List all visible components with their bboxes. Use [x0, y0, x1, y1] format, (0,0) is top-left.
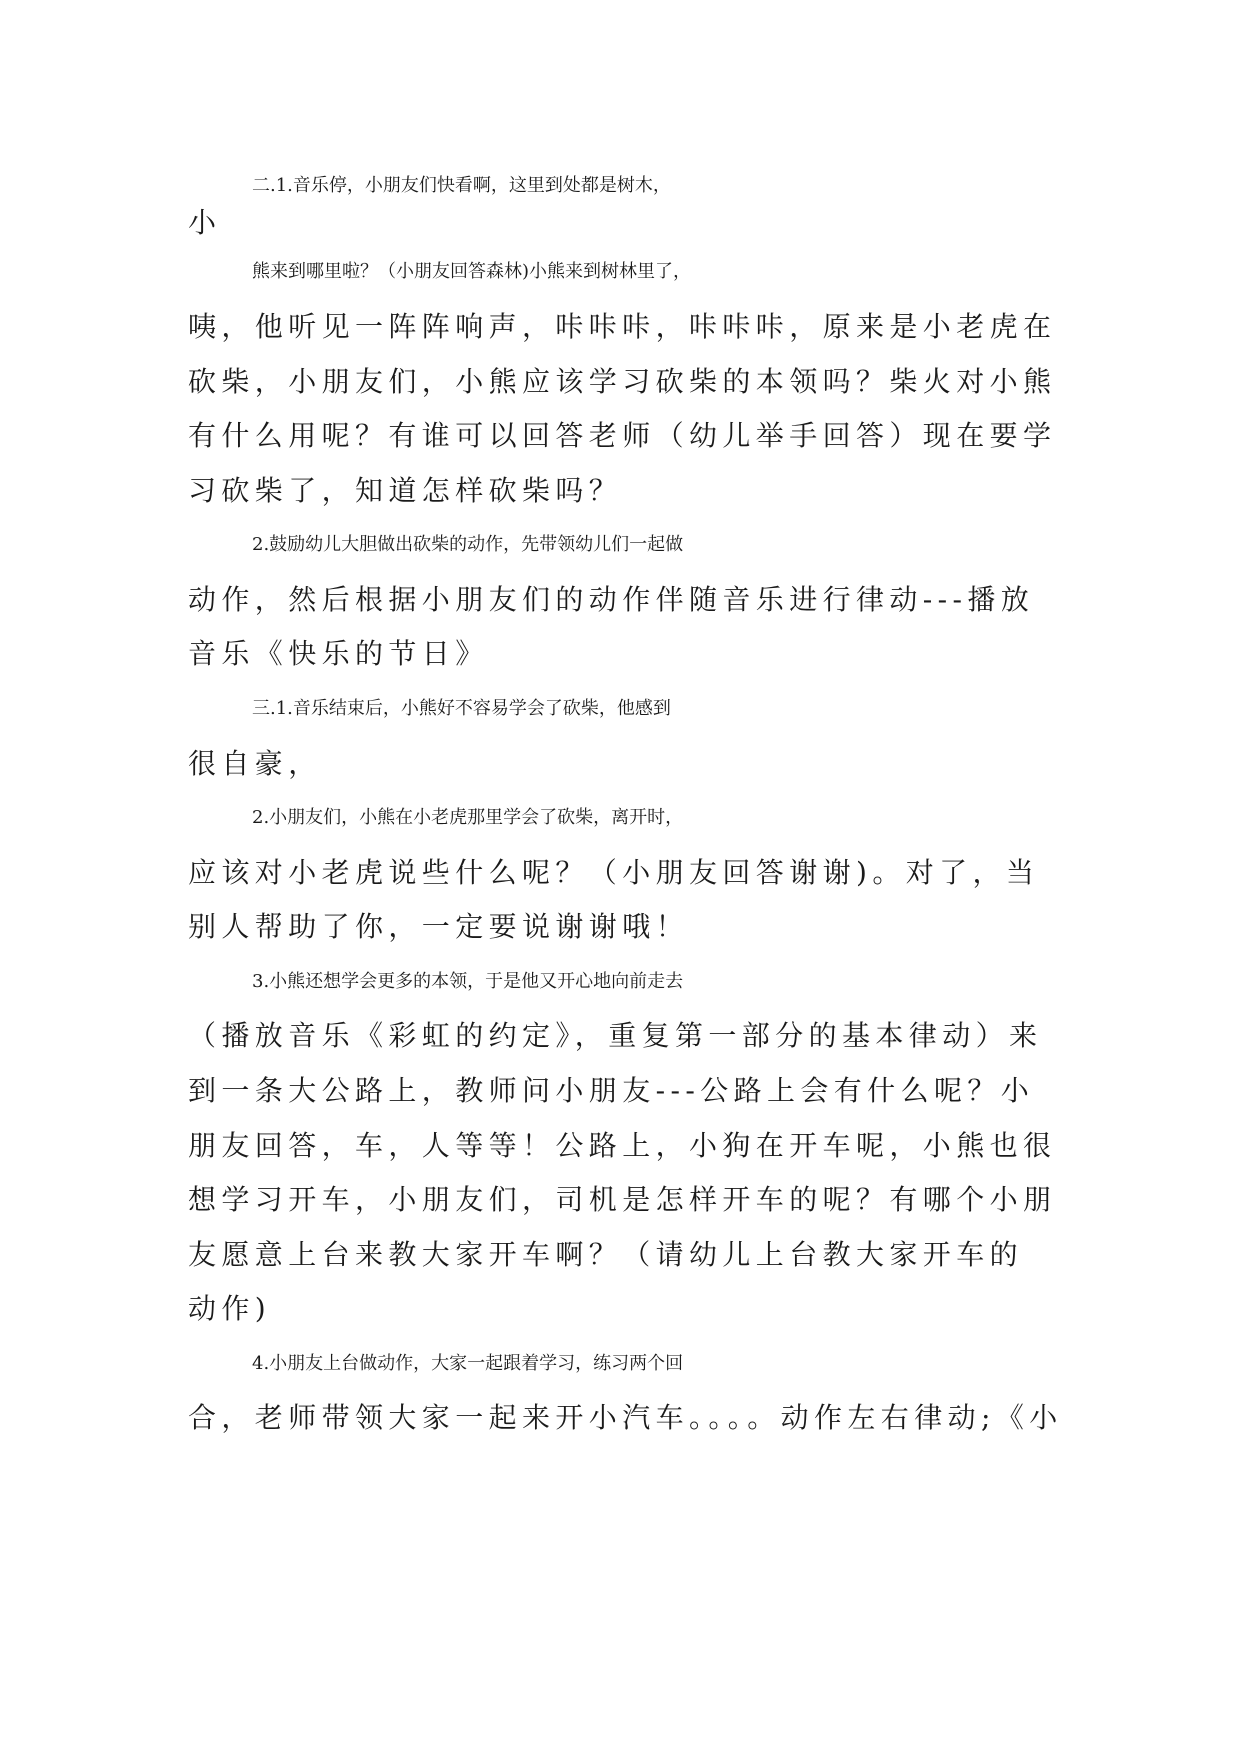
- text-line: 小: [188, 206, 222, 239]
- text-line: 动作): [188, 1292, 272, 1325]
- text-line: 3.小熊还想学会更多的本领，于是他又开心地向前走去: [252, 971, 684, 992]
- text-line: 合，老师带领大家一起来开小汽车。。。。动作左右律动;《小: [188, 1401, 1063, 1434]
- text-line: 应该对小老虎说些什么呢？（小朋友回答谢谢)。对了，当: [188, 856, 1040, 889]
- text-line: 4.小朋友上台做动作，大家一起跟着学习，练习两个回: [252, 1353, 684, 1374]
- text-line: 别人帮助了你，一定要说谢谢哦！: [188, 910, 690, 943]
- text-line: 有什么用呢？有谁可以回答老师（幼儿举手回答）现在要学: [188, 419, 1057, 452]
- text-line: 友愿意上台来教大家开车啊？（请幼儿上台教大家开车的: [188, 1238, 1024, 1271]
- text-line: 动作，然后根据小朋友们的动作伴随音乐进行律动---播放: [188, 583, 1035, 616]
- text-line: 到一条大公路上，教师问小朋友---公路上会有什么呢？小: [188, 1074, 1035, 1107]
- text-line: 音乐《快乐的节日》: [188, 637, 489, 670]
- text-line: 2.鼓励幼儿大胆做出砍柴的动作，先带领幼儿们一起做: [252, 534, 684, 555]
- text-line: 三.1.音乐结束后，小熊好不容易学会了砍柴，他感到: [252, 698, 671, 719]
- text-line: 2.小朋友们，小熊在小老虎那里学会了砍柴，离开时，: [252, 807, 684, 828]
- text-line: （播放音乐《彩虹的约定》，重复第一部分的基本律动）来: [188, 1019, 1043, 1052]
- text-line: 砍柴，小朋友们，小熊应该学习砍柴的本领吗？柴火对小熊: [188, 365, 1057, 398]
- text-line: 二.1.音乐停，小朋友们快看啊，这里到处都是树木，: [252, 175, 671, 196]
- text-line: 想学习开车，小朋友们，司机是怎样开车的呢？有哪个小朋: [188, 1183, 1057, 1216]
- text-line: 习砍柴了，知道怎样砍柴吗？: [188, 474, 623, 507]
- text-line: 很自豪，: [188, 747, 322, 780]
- text-line: 熊来到哪里啦？（小朋友回答森林)小熊来到树林里了，: [252, 261, 692, 282]
- text-line: 朋友回答，车，人等等！公路上，小狗在开车呢，小熊也很: [188, 1129, 1057, 1162]
- text-line: 咦，他听见一阵阵响声，咔咔咔，咔咔咔，原来是小老虎在: [188, 310, 1057, 343]
